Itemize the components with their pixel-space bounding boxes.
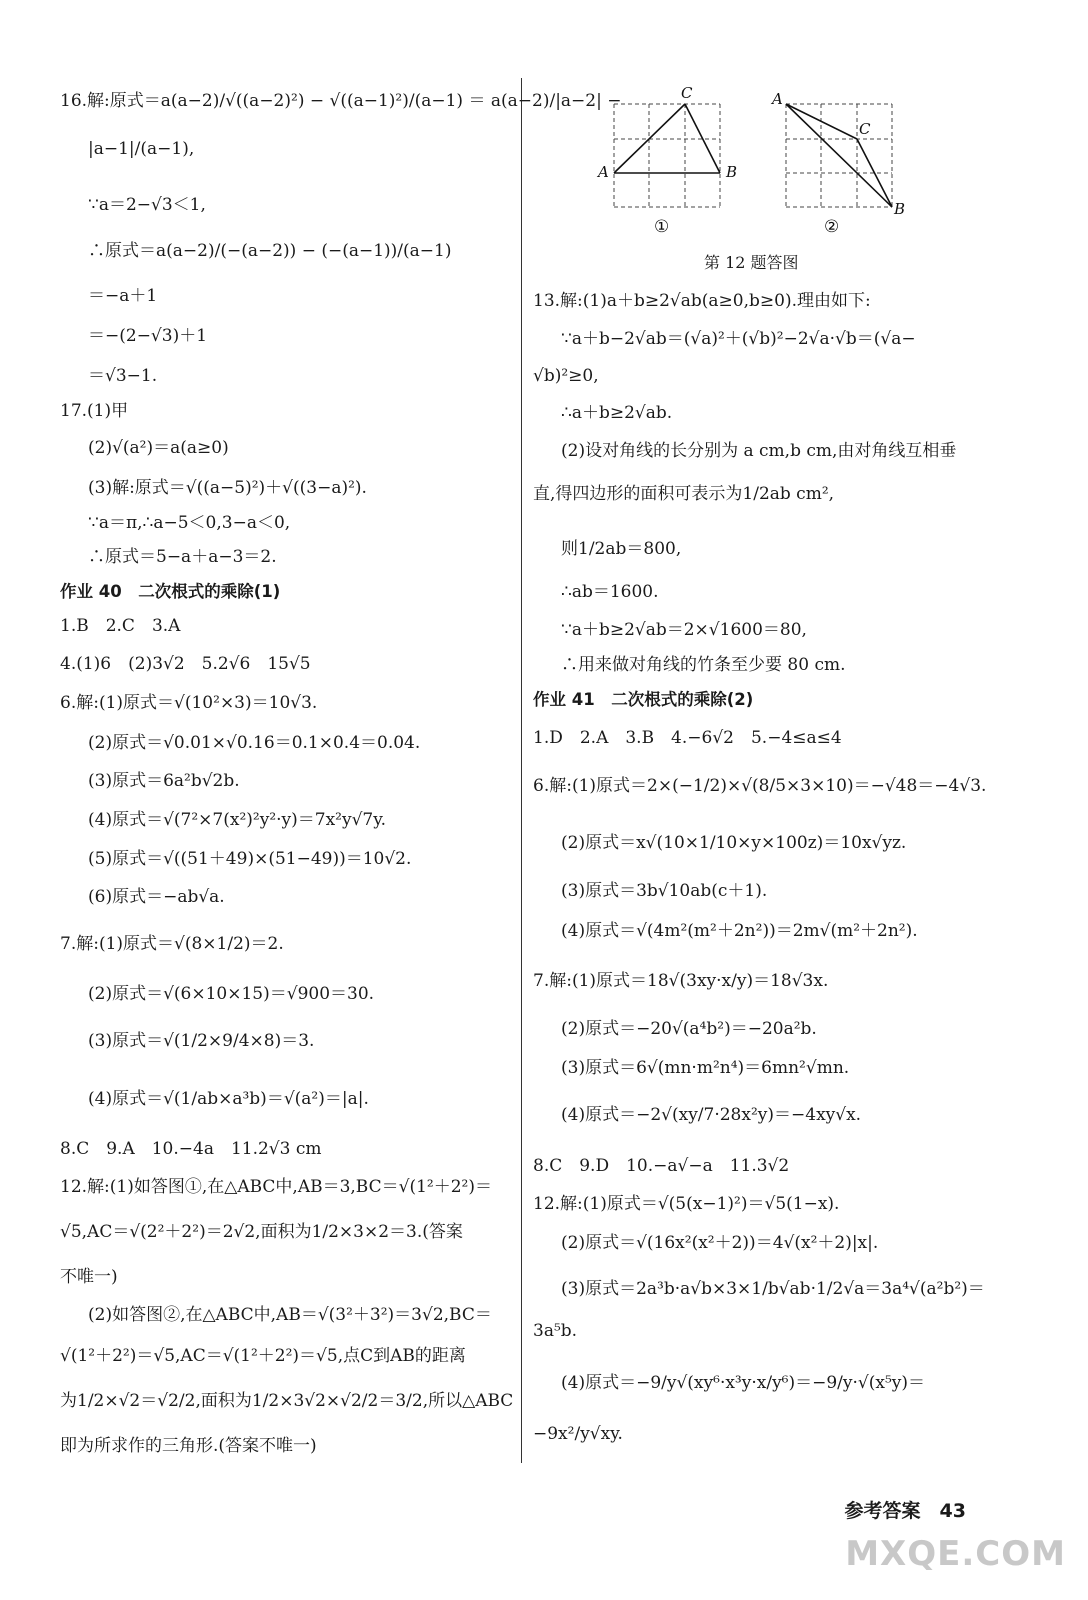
answer-line: 1.D 2.A 3.B 4.−6√2 5.−4≤a≤4: [533, 728, 842, 748]
answer-line: 16.解:原式＝a(a−2)/√((a−2)²) − √((a−1)²)/(a−1) ＝ a(a−2)/|a−2| −: [60, 91, 622, 111]
answer-line: 8.C 9.D 10.−a√−a 11.3√2: [533, 1156, 790, 1176]
fig1-point-c-label: C: [681, 84, 693, 102]
answer-line: ∴原式＝a(a−2)/(−(a−2)) − (−(a−1))/(a−1): [88, 241, 452, 261]
answer-line: (4)原式＝√(4m²(m²＋2n²))＝2m√(m²＋2n²).: [561, 921, 918, 941]
answer-line: 直,得四边形的面积可表示为1/2ab cm²,: [533, 484, 835, 504]
answer-line: 12.解:(1)原式＝√(5(x−1)²)＝√5(1−x).: [533, 1194, 840, 1214]
answer-line: ∵a＝2−√3＜1,: [88, 195, 206, 215]
answer-line: 1.B 2.C 3.A: [60, 616, 181, 636]
fig1-point-a-label: A: [598, 163, 609, 181]
watermark-text: MXQE.COM: [845, 1534, 1066, 1574]
answer-line: (2)√(a²)＝a(a≥0): [88, 438, 229, 458]
answer-line: 7.解:(1)原式＝√(8×1/2)＝2.: [60, 934, 284, 954]
answer-line: (3)原式＝6a²b√2b.: [88, 771, 240, 791]
figure-2-triangle-diagram: [768, 82, 918, 237]
answer-line: √(1²＋2²)＝√5,AC＝√(1²＋2²)＝√5,点C到AB的距离: [60, 1346, 466, 1366]
answer-line: (6)原式＝−ab√a.: [88, 887, 225, 907]
answer-line: (3)原式＝3b√10ab(c＋1).: [561, 881, 768, 901]
answer-line: (2)原式＝√(6×10×15)＝√900＝30.: [88, 984, 375, 1004]
answer-line: 不唯一): [60, 1267, 118, 1287]
figure-1-triangle-diagram: [596, 82, 746, 237]
answer-line: 4.(1)6 (2)3√2 5.2√6 15√5: [60, 654, 311, 674]
answer-line: ＝−a＋1: [88, 286, 158, 306]
fig2-number-label: ②: [824, 217, 840, 237]
figure-caption: 第 12 题答图: [704, 253, 799, 272]
answer-line: ∴ab＝1600.: [561, 582, 659, 602]
answer-line: 7.解:(1)原式＝18√(3xy·x/y)＝18√3x.: [533, 971, 829, 991]
answer-line: 即为所求作的三角形.(答案不唯一): [60, 1436, 317, 1456]
answer-line: (2)原式＝−20√(a⁴b²)＝−20a²b.: [561, 1019, 817, 1039]
answer-line: (3)解:原式＝√((a−5)²)＋√((3−a)²).: [88, 478, 367, 498]
answer-line: ∵a＋b≥2√ab＝2×√1600＝80,: [561, 620, 807, 640]
answer-line: −9x²/y√xy.: [533, 1424, 623, 1444]
answer-line: (4)原式＝√(1/ab×a³b)＝√(a²)＝|a|.: [88, 1089, 369, 1109]
answer-line: (2)原式＝√(16x²(x²＋2))＝4√(x²＋2)|x|.: [561, 1233, 879, 1253]
answer-line: (2)设对角线的长分别为 a cm,b cm,由对角线互相垂: [561, 441, 957, 461]
answer-line: ∴原式＝5−a＋a−3＝2.: [88, 547, 277, 567]
column-divider: [521, 78, 522, 1463]
answer-line: (4)原式＝−2√(xy/7·28x²y)＝−4xy√x.: [561, 1105, 862, 1125]
fig2-point-a-label: A: [772, 90, 783, 108]
answer-line: |a−1|/(a−1),: [88, 139, 195, 159]
answer-line: 17.(1)甲: [60, 401, 129, 421]
answer-line: (2)原式＝x√(10×1/10×y×100z)＝10x√yz.: [561, 833, 907, 853]
answer-line: 6.解:(1)原式＝2×(−1/2)×√(8/5×3×10)＝−√48＝−4√3.: [533, 776, 987, 796]
answer-line: √b)²≥0,: [533, 366, 599, 386]
answer-line: (2)如答图②,在△ABC中,AB＝√(3²＋3²)＝3√2,BC＝: [88, 1305, 492, 1325]
answer-line: 8.C 9.A 10.−4a 11.2√3 cm: [60, 1139, 322, 1159]
answer-line: (3)原式＝6√(mn·m²n⁴)＝6mn²√mn.: [561, 1058, 850, 1078]
answer-line: √5,AC＝√(2²＋2²)＝2√2,面积为1/2×3×2＝3.(答案: [60, 1222, 463, 1242]
answer-line: (5)原式＝√((51＋49)×(51−49))＝10√2.: [88, 849, 412, 869]
answer-line: 13.解:(1)a＋b≥2√ab(a≥0,b≥0).理由如下:: [533, 291, 871, 311]
page-footer: 参考答案 43: [844, 1500, 966, 1522]
fig2-point-c-label: C: [859, 120, 871, 138]
fig2-point-b-label: B: [894, 200, 906, 218]
answer-line: 12.解:(1)如答图①,在△ABC中,AB＝3,BC＝√(1²＋2²)＝: [60, 1177, 492, 1197]
answer-line: (2)原式＝√0.01×√0.16＝0.1×0.4＝0.04.: [88, 733, 421, 753]
answer-line: (3)原式＝√(1/2×9/4×8)＝3.: [88, 1031, 315, 1051]
answer-line: ∴用来做对角线的竹条至少要 80 cm.: [561, 655, 846, 675]
answer-line: 3a⁵b.: [533, 1321, 578, 1341]
answer-line: 则1/2ab＝800,: [561, 539, 682, 559]
answer-line: 6.解:(1)原式＝√(10²×3)＝10√3.: [60, 693, 318, 713]
fig1-number-label: ①: [654, 217, 670, 237]
answer-line: ∴a＋b≥2√ab.: [561, 403, 673, 423]
answer-line: ＝−(2−√3)＋1: [88, 326, 208, 346]
answer-line: ∵a＝π,∴a−5＜0,3−a＜0,: [88, 513, 291, 533]
answer-line: 为1/2×√2＝√2/2,面积为1/2×3√2×√2/2＝3/2,所以△ABC: [60, 1391, 514, 1411]
answer-line: (4)原式＝√(7²×7(x²)²y²·y)＝7x²y√7y.: [88, 810, 386, 830]
fig1-point-b-label: B: [726, 163, 738, 181]
section-heading: 作业 41 二次根式的乘除(2): [533, 690, 754, 709]
answer-line: (4)原式＝−9/y√(xy⁶·x³y·x/y⁶)＝−9/y·√(x⁵y)＝: [561, 1373, 926, 1393]
section-heading: 作业 40 二次根式的乘除(1): [60, 582, 281, 601]
answer-line: ＝√3−1.: [88, 366, 158, 386]
answer-line: (3)原式＝2a³b·a√b×3×1/b√ab·1/2√a＝3a⁴√(a²b²)＝: [561, 1279, 985, 1299]
answer-line: ∵a＋b−2√ab＝(√a)²＋(√b)²−2√a·√b＝(√a−: [561, 329, 916, 349]
